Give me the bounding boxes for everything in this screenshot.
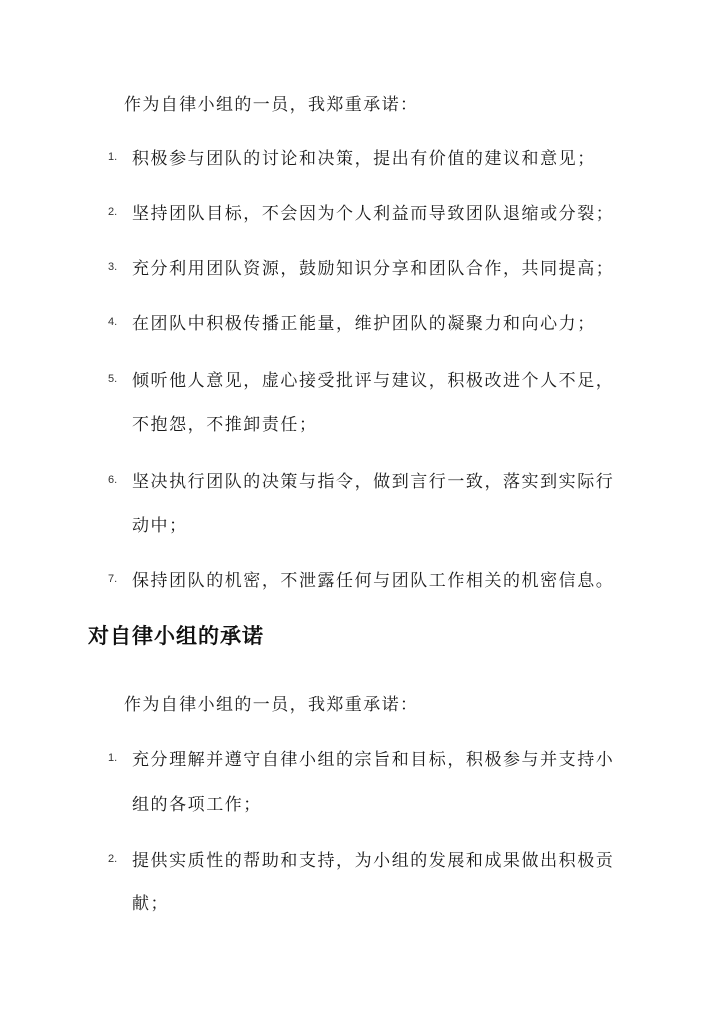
list-item — [0, 366, 720, 396]
section-heading: 对自律小组的承诺 — [88, 623, 264, 648]
list-item-text: 倾听他人意见，虚心接受批评与建议，积极改进个人不足， — [132, 371, 615, 391]
list-item-number: 1. — [108, 752, 118, 764]
list-item-number: 2. — [108, 853, 118, 865]
list-item-number: 2. — [108, 206, 118, 218]
list-item-number: 7. — [108, 573, 118, 585]
list-item-continuation — [0, 511, 720, 541]
list-item-continuation — [0, 790, 720, 820]
list-item-continuation — [0, 410, 720, 440]
list-item-text: 坚决执行团队的决策与指令，做到言行一致，落实到实际行 — [132, 472, 615, 492]
list-item — [0, 144, 720, 174]
list-item-text: 保持团队的机密，不泄露任何与团队工作相关的机密信息。 — [132, 571, 615, 591]
list-item-text: 在团队中积极传播正能量，维护团队的凝聚力和向心力； — [132, 314, 596, 334]
list-item-text: 充分利用团队资源，鼓励知识分享和团队合作，共同提高； — [132, 259, 615, 279]
list-item-text: 献； — [132, 894, 170, 914]
section2-intro: 作为自律小组的一员，我郑重承诺： — [124, 695, 419, 715]
list-item-number: 5. — [108, 373, 118, 385]
list-item-number: 6. — [108, 474, 118, 486]
list-item-text: 积极参与团队的讨论和决策，提出有价值的建议和意见； — [132, 149, 596, 169]
list-item-continuation — [0, 889, 720, 919]
list-item-text: 提供实质性的帮助和支持，为小组的发展和成果做出积极贡 — [132, 851, 615, 871]
list-item — [0, 745, 720, 775]
list-item-text: 动中； — [132, 516, 188, 536]
list-item — [0, 566, 720, 596]
list-item-text: 不抱怨，不推卸责任； — [132, 415, 318, 435]
list-item-number: 1. — [108, 151, 118, 163]
list-item-number: 3. — [108, 261, 118, 273]
list-item-text: 组的各项工作； — [132, 795, 262, 815]
list-item — [0, 846, 720, 876]
list-item — [0, 309, 720, 339]
list-item-number: 4. — [108, 316, 118, 328]
list-item — [0, 254, 720, 284]
list-item — [0, 467, 720, 497]
list-item-text: 充分理解并遵守自律小组的宗旨和目标，积极参与并支持小 — [132, 750, 615, 770]
list-item-text: 坚持团队目标，不会因为个人利益而导致团队退缩或分裂； — [132, 204, 615, 224]
list-item — [0, 199, 720, 229]
section1-intro: 作为自律小组的一员，我郑重承诺： — [124, 95, 419, 115]
